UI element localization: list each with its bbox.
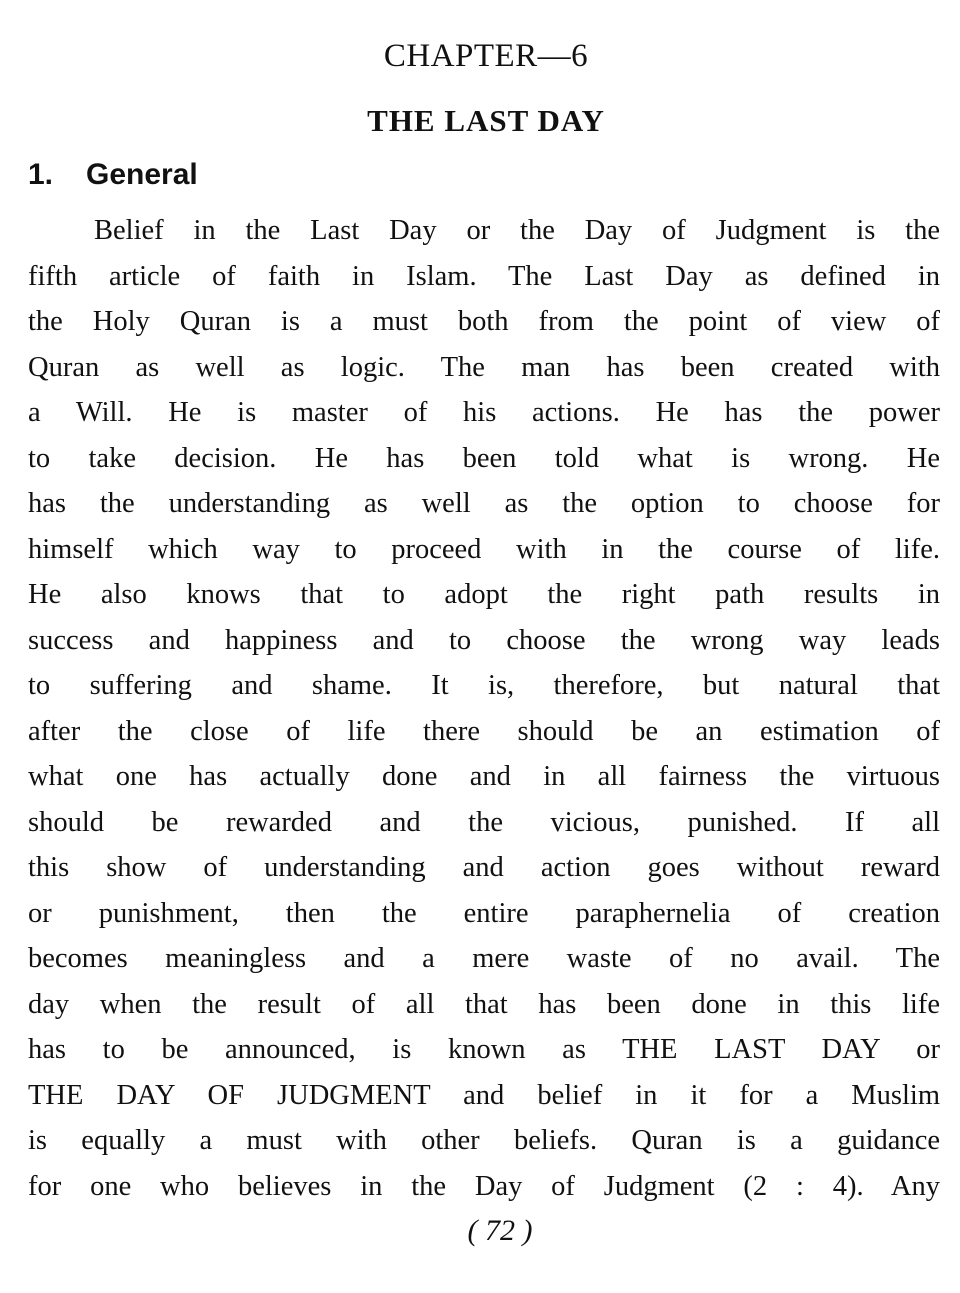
section-heading: [28, 158, 198, 192]
text-line: this show of understanding and action goes without reward: [28, 852, 940, 883]
text-line: the Holy Quran is a must both from the point of view of: [28, 306, 940, 337]
text-line: day when the result of all that has been done in this life: [28, 988, 940, 1020]
text-line: what one has actually done and in all fairness the virtuous: [28, 761, 940, 792]
section-title: General: [86, 158, 198, 191]
text-line: THE DAY OF JUDGMENT and belief in it for a Muslim: [28, 1079, 940, 1111]
text-line: or punishment, then the entire paraphernelia of creation: [28, 897, 940, 929]
text-line: to suffering and shame. It is, therefore, but natural that: [28, 670, 940, 701]
text-line: should be rewarded and the vicious, punished. If all: [28, 806, 940, 838]
text-line: a Will. He is master of his actions. He has the power: [28, 397, 940, 428]
page-number: ( 72 ): [467, 1214, 533, 1247]
text-line: He also knows that to adopt the right path results in: [28, 579, 940, 610]
chapter-label: CHAPTER—6: [383, 38, 589, 74]
text-line: has to be announced, is known as THE LAST DAY or: [28, 1034, 940, 1065]
text-line: himself which way to proceed with in the course of life.: [28, 533, 940, 565]
text-line: fifth article of faith in Islam. The Last Day as defined in: [28, 260, 940, 292]
text-line: after the close of life there should be an estimation of: [28, 715, 940, 747]
text-line: Belief in the Last Day or the Day of Judgment is the: [94, 215, 940, 246]
body-paragraph: [28, 208, 940, 1209]
section-number: 1.: [28, 158, 54, 191]
text-line: to take decision. He has been told what is wrong. He: [28, 442, 940, 474]
chapter-title: THE LAST DAY: [367, 103, 605, 138]
text-line: Quran as well as logic. The man has been created with: [28, 351, 940, 383]
text-line: has the understanding as well as the option to choose for: [28, 488, 940, 519]
text-line: becomes meaningless and a mere waste of no avail. The: [28, 943, 940, 974]
text-line: success and happiness and to choose the wrong way leads: [28, 624, 940, 656]
text-line: for one who believes in the Day of Judgment (2 : 4). Any: [28, 1170, 940, 1202]
text-line: is equally a must with other beliefs. Quran is a guidance: [28, 1125, 940, 1156]
